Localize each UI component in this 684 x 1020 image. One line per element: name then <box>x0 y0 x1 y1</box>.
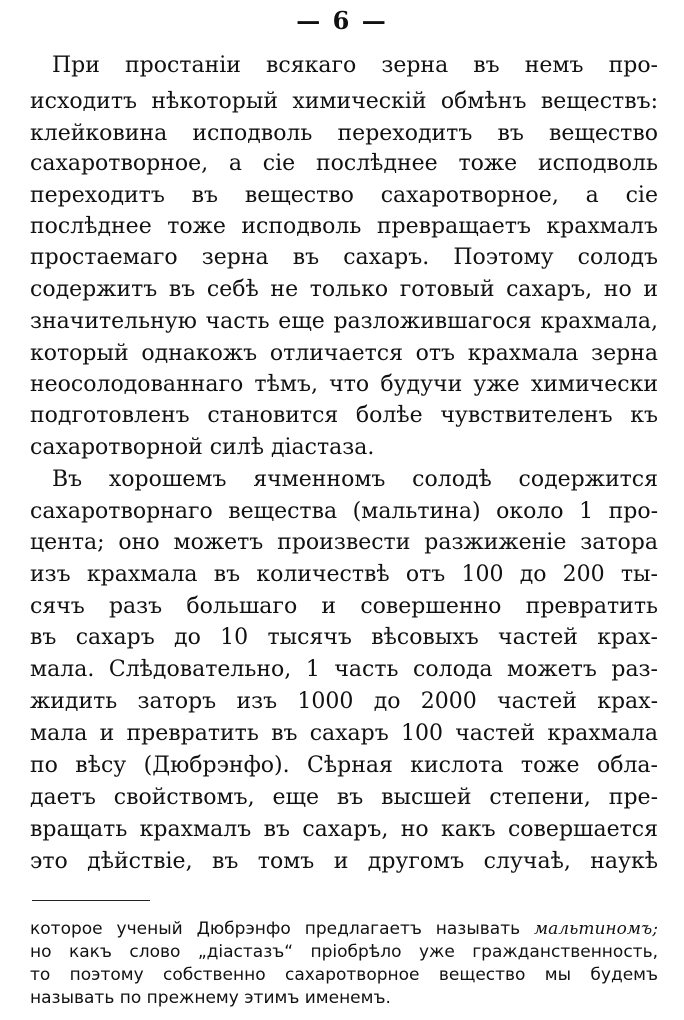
body-line: это дѣйствіе, въ томъ и другомъ случаѣ, наукѣ <box>30 849 658 874</box>
body-line: сахаротворное, а сіе послѣднее тоже исподволь <box>30 151 658 176</box>
body-line: въ сахаръ до 10 тысячъ вѣсовыхъ частей крах- <box>30 625 658 650</box>
body-line: мала. Слѣдовательно, 1 часть солода можетъ раз- <box>30 657 658 682</box>
footnote-text: которое ученый Дюбрэнфо предлагаетъ называть <box>30 919 535 939</box>
footnote-line: то поэтому собственно сахаротворное вещество мы будемъ <box>30 965 658 985</box>
footnote-line: но какъ слово „діастазъ“ пріобрѣло уже гражданственность, <box>30 942 658 962</box>
body-line: даетъ свойствомъ, еще въ высшей степени, пре- <box>30 785 658 810</box>
body-line: Въ хорошемъ ячменномъ солодѣ содержится <box>52 467 658 492</box>
body-line: послѣднее тоже исподволь превращаетъ крахмалъ <box>30 214 658 239</box>
body-line: сячъ разъ большаго и совершенно превратить <box>30 594 658 619</box>
body-line: сахаротворнаго вещества (мальтина) около 1 про- <box>30 499 658 524</box>
body-line: мала и превратить въ сахаръ 100 частей крахмала <box>30 721 658 746</box>
body-line: клейковина исподволь переходитъ въ вещество <box>30 121 658 146</box>
body-line: по вѣсу (Дюбрэнфо). Сѣрная кислота тоже обла- <box>30 753 658 778</box>
footnote-line: называть по прежнему этимъ именемъ. <box>30 988 391 1008</box>
body-line: содержитъ въ себѣ не только готовый сахаръ, но и <box>30 277 658 302</box>
body-line: вращать крахмалъ въ сахаръ, но какъ совершается <box>30 817 658 842</box>
body-line: цента; оно можетъ произвести разжиженіе затора <box>30 530 658 555</box>
body-line: исходитъ нѣкоторый химическій обмѣнъ веществъ: <box>30 89 658 114</box>
body-line: значительную часть еще разложившагося крахмала, <box>30 309 658 334</box>
body-line: подготовленъ становится болѣе чувствителенъ къ <box>30 403 658 428</box>
body-line: сахаротворной силѣ діастаза. <box>30 435 375 460</box>
footnote-divider <box>32 900 150 901</box>
body-line: переходитъ въ вещество сахаротворное, а сіе <box>30 183 658 208</box>
page-number: — 6 — <box>296 6 388 35</box>
body-line: При простаніи всякаго зерна въ немъ про- <box>52 53 658 78</box>
body-line: простаемаго зерна въ сахаръ. Поэтому солодъ <box>30 245 658 270</box>
footnote-italic-term: мальтиномъ; <box>534 919 658 939</box>
body-line: изъ крахмала въ количествѣ отъ 100 до 200 ты- <box>30 562 658 587</box>
body-line: жидить заторъ изъ 1000 до 2000 частей крах- <box>30 689 658 714</box>
body-line: который однакожъ отличается отъ крахмала зерна <box>30 341 658 366</box>
body-line: неосолодованнаго тѣмъ, что будучи уже химически <box>30 372 658 397</box>
